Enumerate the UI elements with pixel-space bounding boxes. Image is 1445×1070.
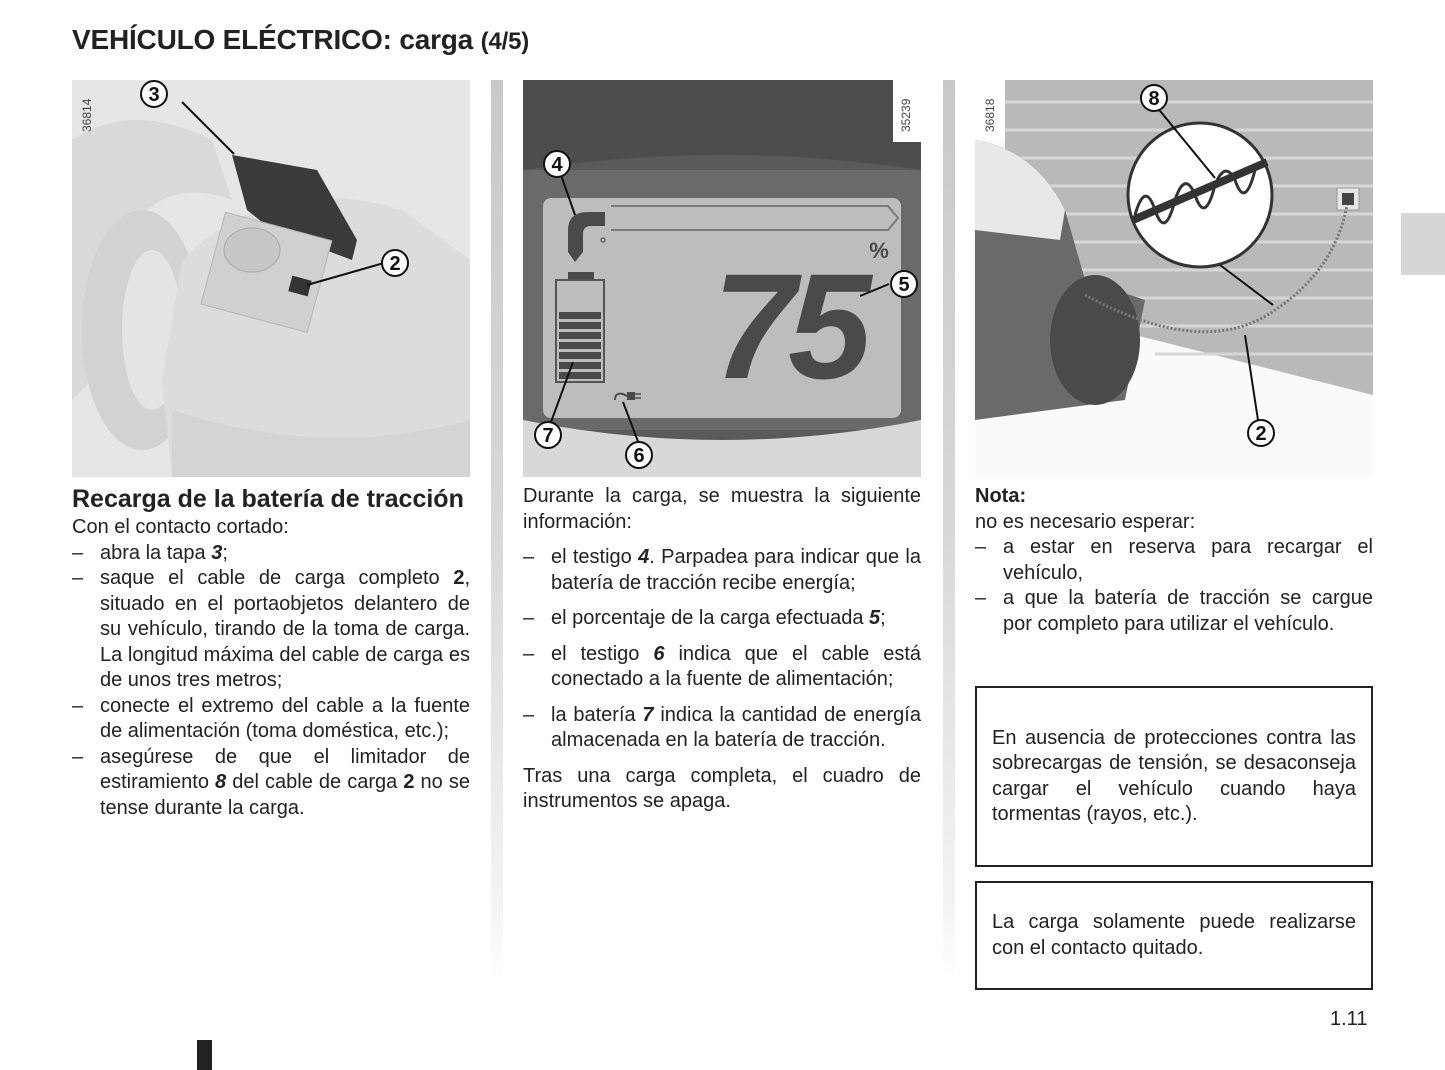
figure-ref-code: 36818 xyxy=(983,98,997,132)
list-item: – el porcentaje de la carga efectuada 5; xyxy=(523,606,921,632)
instruction-list xyxy=(72,541,470,822)
list-item: – saque el cable de carga completo 2, situado en el portaobjetos delantero de su vehículo, tirando de la toma de carga. La longitud máxima del cable de carga es de unos tres metros; xyxy=(72,566,470,694)
list-item: – a que la batería de tracción se cargue por completo para utilizar el vehículo. xyxy=(975,586,1373,637)
vehicle-front-storage-illustration xyxy=(72,80,470,477)
column-divider xyxy=(491,80,503,980)
callout-6: 6 xyxy=(633,445,645,467)
section-tab-marker xyxy=(1401,213,1445,275)
figure-instrument-panel xyxy=(523,80,921,477)
list-item: – abra la tapa 3; xyxy=(72,541,470,567)
page-title-main: VEHÍCULO ELÉCTRICO: carga xyxy=(72,24,474,55)
figure-charging-cable-wall xyxy=(975,80,1373,477)
charging-cable-wall-illustration xyxy=(975,80,1373,477)
page-title xyxy=(72,24,529,56)
page-number: 1.11 xyxy=(1330,1008,1368,1030)
note-list xyxy=(975,535,1373,637)
column-battery-recharge xyxy=(72,484,470,821)
warning-text: En ausencia de protecciones contra las sobrecargas de tensión, se desaconseja cargar el vehículo cuando haya tormentas (rayos, etc.). xyxy=(992,726,1356,825)
callout-8: 8 xyxy=(1148,88,1160,110)
page-edge-marker xyxy=(197,1040,212,1070)
list-item: – a estar en reserva para recargar el vehículo, xyxy=(975,535,1373,586)
intro-text: Durante la carga, se muestra la siguiente información: xyxy=(523,485,921,533)
figure-ref-code: 35239 xyxy=(899,98,913,132)
warning-box-storm xyxy=(975,686,1373,867)
page-title-suffix: (4/5) xyxy=(480,28,530,55)
figure-vehicle-front-storage xyxy=(72,80,470,477)
warning-text: La carga solamente puede realizarse con el contacto quitado. xyxy=(992,911,1356,959)
list-item: – el testigo 4. Parpadea para indicar que la batería de tracción recibe energía; xyxy=(523,545,921,596)
display-info-list xyxy=(523,545,921,754)
callout-2: 2 xyxy=(1255,423,1267,445)
outro-text: Tras una carga completa, el cuadro de instrumentos se apaga. xyxy=(523,764,921,812)
display-unit: % xyxy=(869,238,889,263)
intro-text: Con el contacto cortado: xyxy=(72,516,289,538)
callout-4: 4 xyxy=(551,154,563,176)
note-intro: no es necesario esperar: xyxy=(975,510,1196,533)
list-item: – asegúrese de que el limitador de estiramiento 8 del cable de carga 2 no se tense durante la carga. xyxy=(72,745,470,822)
list-item: – conecte el extremo del cable a la fuente de alimentación (toma doméstica, etc.); xyxy=(72,694,470,745)
list-item: – el testigo 6 indica que el cable está conectado a la fuente de alimentación; xyxy=(523,642,921,693)
list-item: – la batería 7 indica la cantidad de energía almacenada en la batería de tracción. xyxy=(523,703,921,754)
callout-7: 7 xyxy=(542,425,554,447)
warning-box-ignition xyxy=(975,881,1373,990)
note-label: Nota: xyxy=(975,485,1027,507)
callout-3: 3 xyxy=(148,84,160,106)
callout-5: 5 xyxy=(898,274,910,296)
instrument-panel-illustration xyxy=(523,80,921,477)
callout-2: 2 xyxy=(389,253,401,275)
column-charging-display xyxy=(523,484,921,815)
display-percentage-value: 75 xyxy=(712,242,864,410)
column-note xyxy=(975,484,1373,637)
column-divider xyxy=(943,80,955,980)
section-heading: Recarga de la batería de tracción xyxy=(72,485,464,513)
figure-ref-code: 36814 xyxy=(80,98,94,132)
